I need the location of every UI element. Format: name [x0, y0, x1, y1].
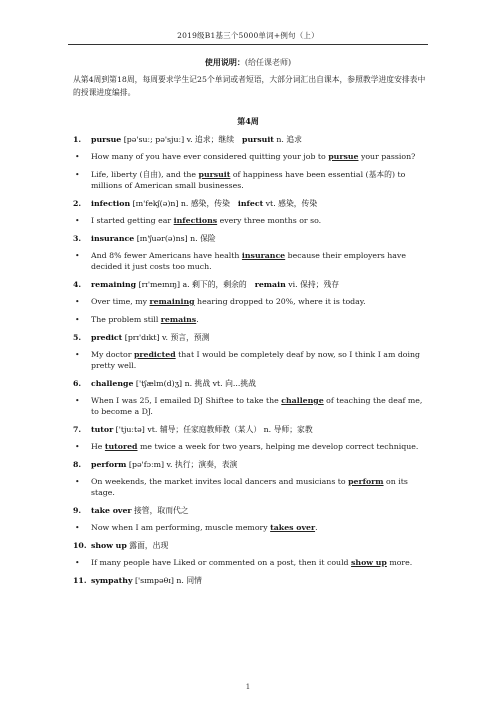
example-sentence [73, 476, 429, 498]
definition: [ɪn'fekʃ(ə)n] n. 感染，传染 [130, 199, 230, 208]
definition: vi. 保持；残存 [285, 280, 340, 289]
example-keyword: remaining [149, 297, 195, 306]
definition: n. 追求 [273, 135, 302, 144]
bullet-icon: • [75, 523, 80, 532]
example-sentence [73, 250, 429, 272]
entry-number: 4. [73, 280, 82, 289]
bullet-icon: • [75, 170, 80, 179]
headword: challenge [91, 379, 134, 388]
entry-number: 7. [73, 425, 82, 434]
vocab-entry [73, 575, 429, 586]
week-heading: 第4周 [237, 116, 259, 126]
headword: tutor [91, 425, 114, 434]
example-text: of happiness have been essential (基本的) to millions of American small businesses. [91, 170, 406, 190]
example-sentence [73, 314, 429, 325]
definition: 接管，取而代之 [131, 506, 189, 515]
example-text: me twice a week for two years, helping me develop correct technique. [137, 442, 419, 451]
example-text: Now when I am performing, muscle memory [91, 523, 271, 532]
entry-number: 9. [73, 506, 82, 515]
definition: ['tjuːtə] vt. 辅导；任家庭教师教（某人） n. 导师；家教 [113, 425, 313, 434]
headword: infection [91, 199, 131, 208]
example-text: . [315, 523, 318, 532]
example-keyword: infections [173, 216, 218, 225]
headword: remaining [91, 280, 137, 289]
running-header: 2019级B1基三个5000单词+例句（上） [177, 31, 319, 40]
example-text: . [196, 315, 199, 324]
example-text: Over time, my [91, 297, 150, 306]
definition: [prɪ'dɪkt] v. 预言，预测 [122, 333, 210, 342]
entry-number: 11. [73, 576, 87, 585]
bullet-icon: • [75, 396, 80, 405]
example-text: If many people have Liked or commented on a post, then it could [91, 558, 352, 567]
example-text: hearing dropped to 20%, where it is today. [194, 297, 366, 306]
example-text: He [91, 442, 105, 451]
definition: ['sɪmpəθɪ] n. 同情 [132, 576, 202, 585]
headword: perform [91, 460, 127, 469]
bullet-icon: • [75, 477, 80, 486]
example-sentence [73, 215, 429, 226]
example-sentence [73, 441, 429, 452]
example-keyword: challenge [281, 396, 324, 405]
headword: sympathy [91, 576, 133, 585]
example-text: every three months or so. [217, 216, 322, 225]
example-text: more. [386, 558, 413, 567]
page-number: 1 [245, 683, 251, 691]
entry-number: 5. [73, 333, 82, 342]
definition: ['tʃælm(d)ʒ] n. 挑战 vt. 向...挑战 [133, 379, 256, 388]
definition: vt. 感染，传染 [263, 199, 318, 208]
entry-number: 1. [73, 135, 82, 144]
vocab-entry [73, 378, 429, 389]
headword: predict [91, 333, 123, 342]
example-keyword: tutored [104, 442, 138, 451]
headword: take over [91, 506, 132, 515]
bullet-icon: • [75, 216, 80, 225]
headword: pursuit [242, 135, 274, 144]
example-text: My doctor [91, 350, 134, 359]
vocabulary-list [73, 134, 429, 592]
bullet-icon: • [75, 315, 80, 324]
example-text: of teaching the deaf me, to become a DJ. [91, 396, 423, 416]
vocab-entry [73, 198, 429, 209]
headword: pursue [91, 135, 122, 144]
example-sentence [73, 296, 429, 307]
example-keyword: pursue [328, 152, 359, 161]
vocab-entry [73, 505, 429, 516]
example-text: that I would be completely deaf by now, so I think I am doing pretty well. [91, 350, 421, 370]
usage-title-note: (给任课老师) [244, 58, 292, 67]
headword: show up [91, 541, 127, 550]
example-keyword: remains [160, 315, 197, 324]
vocab-entry [73, 459, 429, 470]
bullet-icon: • [75, 297, 80, 306]
example-text: because their employers have decided it just costs too much. [91, 251, 406, 271]
entry-number: 3. [73, 234, 82, 243]
example-text: And 8% fewer Americans have health [91, 251, 242, 260]
example-sentence [73, 169, 429, 191]
example-keyword: takes over [270, 523, 316, 532]
example-sentence [73, 395, 429, 417]
vocab-entry [73, 233, 429, 244]
entry-number: 8. [73, 460, 82, 469]
example-text: On weekends, the market invites local dancers and musicians to [91, 477, 349, 486]
definition: 露面，出现 [126, 541, 169, 550]
example-text: When I was 25, I emailed DJ Shiftee to take the [91, 396, 282, 405]
intro-paragraph: 从第4周到第18周，每周要求学生记25个单词或者短语，大部分词汇出自课本，参照教学进度安排表中的授课进度编排。 [73, 75, 426, 97]
usage-title [0, 57, 496, 68]
bullet-icon: • [75, 442, 80, 451]
example-keyword: show up [351, 558, 387, 567]
bullet-icon: • [75, 558, 80, 567]
usage-title-label: 使用说明： [204, 57, 245, 67]
example-keyword: perform [348, 477, 384, 486]
vocab-entry [73, 279, 429, 290]
example-text: The problem still [91, 315, 161, 324]
example-keyword: pursuit [198, 170, 231, 179]
vocab-entry [73, 424, 429, 435]
headword: insurance [91, 234, 135, 243]
entry-number: 10. [73, 541, 87, 550]
bullet-icon: • [75, 350, 80, 359]
vocab-entry [73, 332, 429, 343]
example-text: Life, liberty (自由), and the [91, 170, 199, 179]
vocab-entry [73, 540, 429, 551]
example-sentence [73, 522, 429, 533]
entry-number: 6. [73, 379, 82, 388]
header-rule [68, 44, 428, 45]
headword: remain [254, 280, 286, 289]
definition: [pə'suː; pə'sjuː] v. 追求；继续 [121, 135, 235, 144]
definition: [pə'fɔːm] v. 执行；演奏，表演 [126, 460, 238, 469]
example-text: your passion? [358, 152, 416, 161]
entry-number: 2. [73, 199, 82, 208]
example-sentence [73, 557, 429, 568]
bullet-icon: • [75, 152, 80, 161]
definition: [ɪn'ʃuər(ə)ns] n. 保险 [134, 234, 216, 243]
example-text: How many of you have ever considered quitting your job to [91, 152, 329, 161]
example-sentence [73, 151, 429, 162]
example-text: on its stage. [91, 477, 408, 497]
vocab-entry [73, 134, 429, 145]
example-keyword: predicted [133, 350, 176, 359]
headword: infect [237, 199, 264, 208]
example-sentence [73, 349, 429, 371]
definition: [rɪ'meɪnɪŋ] a. 剩下的，剩余的 [136, 280, 247, 289]
example-text: I started getting ear [91, 216, 174, 225]
example-keyword: insurance [241, 251, 286, 260]
bullet-icon: • [75, 251, 80, 260]
